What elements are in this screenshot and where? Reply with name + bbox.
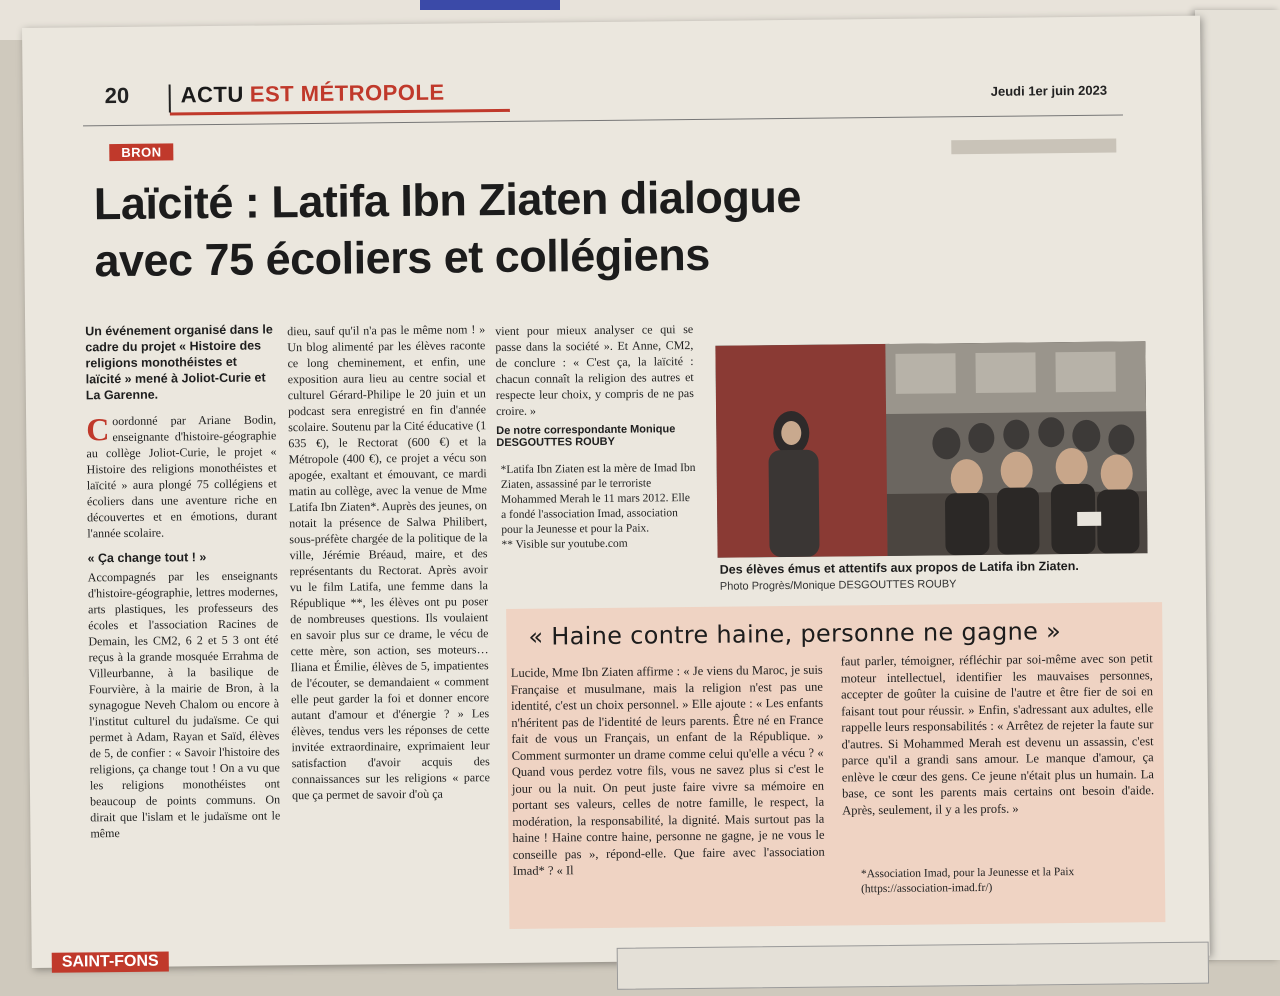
headline (94, 165, 1075, 289)
signature-line-2: DESGOUTTES ROUBY (496, 435, 616, 450)
classroom-photo-illustration (715, 341, 1147, 557)
rubric-separator (169, 84, 171, 112)
issue-date: Jeudi 1er juin 2023 (990, 82, 1108, 99)
article-chapo: Un événement organisé dans le cadre du projet « Histoire des religions monothéistes et laïcité » mené à Joliot-Curie et La Garenne. (85, 322, 273, 403)
signature-line-1: De notre correspondante Monique (496, 423, 676, 438)
footnote-1: *Latifa Ibn Ziaten est la mère de Imad Ibn Ziaten, assassiné par le terroriste Mohammed Merah le 11 mars 2012. Elle a fondé l'association Imad, association pour la Jeunesse et pour la Paix. (500, 461, 696, 537)
article-paragraph-1 (86, 411, 277, 541)
drop-cap: C (86, 411, 110, 448)
quote-box-footnote (861, 864, 1151, 897)
photo-credit: Photo Progrès/Monique DESGOUTTES ROUBY (719, 578, 957, 593)
article-paragraph-1-text: oordonné par Ariane Bodin, enseignante d'histoire-géographie au collège Joliot-Curie, le projet « Histoire des religions monothéistes et laïcité » aura plongé 75 collégiens et écoliers dans une aventure riche en découvertes et en émotions, durant l'année scolaire. (86, 412, 278, 541)
faded-adjacent-tag (951, 139, 1116, 155)
quote-box-text-2: faut parler, témoigner, réfléchir par soi-même avec son petit moteur intellectuel, identifier les mauvaises personnes, accepter de goûter la cuisine de l'autre et être fier de soi en faisant tout pour réussir. » Enfin, s'adressant aux adultes, elle rappelle leurs responsabilités : « Arrêtez de rejeter la faute sur d'autres. Si Mohammed Merah est devenu un assassin, c'est parce qu'il a grandi sans amour. Le manque d'amour, ça enlève le cœur des gens. Ce jeune n'était plus un humain. La base, ce sont les parents mais certains ont besoin d'aide. Après, seulement, il y a les profs. » (840, 651, 1155, 817)
page-number: 20 (104, 82, 130, 109)
next-article-tag: SAINT-FONS (52, 952, 169, 973)
rubric-title (181, 80, 445, 109)
photo-caption: Des élèves émus et attentifs aux propos de Latifa ibn Ziaten. (719, 558, 1079, 577)
header-rule (83, 114, 1123, 126)
footnote-2: ** Visible sur youtube.com (501, 537, 628, 552)
footnote-block (501, 461, 698, 553)
rubric-main: ACTU (180, 81, 244, 108)
background-magazine-strip (420, 0, 560, 10)
quote-box-column-2 (841, 650, 1155, 818)
headline-line-1: Laïcité : Latifa Ibn Ziaten dialogue (93, 170, 802, 230)
article-column-2 (287, 321, 490, 803)
article-subhead: « Ça change tout ! » (87, 550, 207, 566)
headline-line-2: avec 75 écoliers et collégiens (94, 228, 711, 287)
rubric-underline (170, 109, 510, 116)
location-tag: BRON (109, 143, 173, 161)
quote-box-footnote-line-1: *Association Imad, pour la Jeunesse et la Paix (860, 866, 1075, 881)
article-paragraph-4: vient pour mieux analyser ce qui se passe dans la société ». Et Anne, CM2, de conclure : « C'est ça, la laïcité : chacun connaît la religion des autres et respecte leur choix, y compris de ne pas croire. » (495, 321, 694, 419)
article-paragraph-3: dieu, sauf qu'il n'a pas le même nom ! » Un blog alimenté par les élèves raconte ce long cheminement, et enfin, une exposition aura lieu au centre social et culturel Gérard-Philipe le 20 juin et un podcast sera enregistré en fin d'année scolaire. Soutenu par la Cité éducative (1 635 €), le Rectorat (600 €) et la Métropole (400 €), ce projet a vécu son apogée, exaltant et émouvant, ce mardi matin au collège, avec la venue de Mme Latifa Ibn Ziaten*. Auprès des jeunes, on notait la présence de Salwa Philibert, sous-préfète chargée de la politique de la ville, Jérémie Bréaud, maire, et des représentants du Rectorat. Après avoir vu le film Latifa, une femme dans la République **, les élèves ont pu poser de nombreuses questions. Ils voulaient en savoir plus sur ce drame, le vécu de cette mère, son action, ses moteurs… Iliana et Émilie, élèves de 5, impatientes de l'écouter, se demandaient « comment elle peut garder la foi et donner encore autant d'amour et d'énergie ? » Les élèves, tendus vers les réponses de cette invitée extraordinaire, exprimaient leur satisfaction d'avoir acquis des connaissances sur les religions « parce que ça permet de savoir d'où ça (287, 322, 490, 803)
rubric-region: EST MÉTROPOLE (249, 79, 445, 107)
quote-box-footnote-line-2: (https://association-imad.fr/) (861, 881, 993, 896)
quote-box-text-1: Lucide, Mme Ibn Ziaten affirme : « Je viens du Maroc, je suis Française et musulmane, mais la religion n'est pas une identité, c'est un choix personnel. » Elle ajoute : « Les enfants n'héritent pas de l'identité de leurs parents. Être né en France fait de vous un Français, un enfant de la République. » Comment surmonter un drame comme celui qu'elle a vécu ? « Quand vous perdez votre fils, vous ne savez plus si c'est le jour ou la nuit. On peut juste faire vivre sa mémoire en portant ses valeurs, celles de notre famille, le respect, la modération, la responsabilité, la dignité. Mais surtout pas la haine ! Haine contre haine, personne ne gagne, je ne vous le conseille pas », répond-elle. Que faire avec l'association Imad* ? « Il (510, 662, 825, 878)
quote-box-title: « Haine contre haine, personne ne gagne » (528, 617, 1062, 651)
article-column-3 (495, 321, 694, 449)
article-photo (715, 341, 1147, 557)
article-paragraph-2: Accompagnés par les enseignants d'histoire-géographie, lettres modernes, arts plastiques, les professeurs des écoles et l'association Racines de Demain, les CM2, 6 2 et 5 3 ont été reçus à la grande mosquée Errahma de Villeurbanne, à la basilique de Fourvière, à la mairie de Bron, à la synagogue Neveh Chalom ou encore à l'institut culturel du judaïsme. Ce qui permet à Adam, Rayan et Saïd, élèves de 5, de confier : « Savoir l'histoire des religions, ça change tout ! On a vu que les religions monothéistes ont beaucoup de points communs. On dirait que l'islam et le judaïsme ont le même (87, 568, 281, 841)
newspaper-page (22, 16, 1210, 971)
quote-box-column-1 (511, 662, 825, 880)
next-article-frame (617, 942, 1209, 990)
article-column-1 (85, 321, 280, 841)
